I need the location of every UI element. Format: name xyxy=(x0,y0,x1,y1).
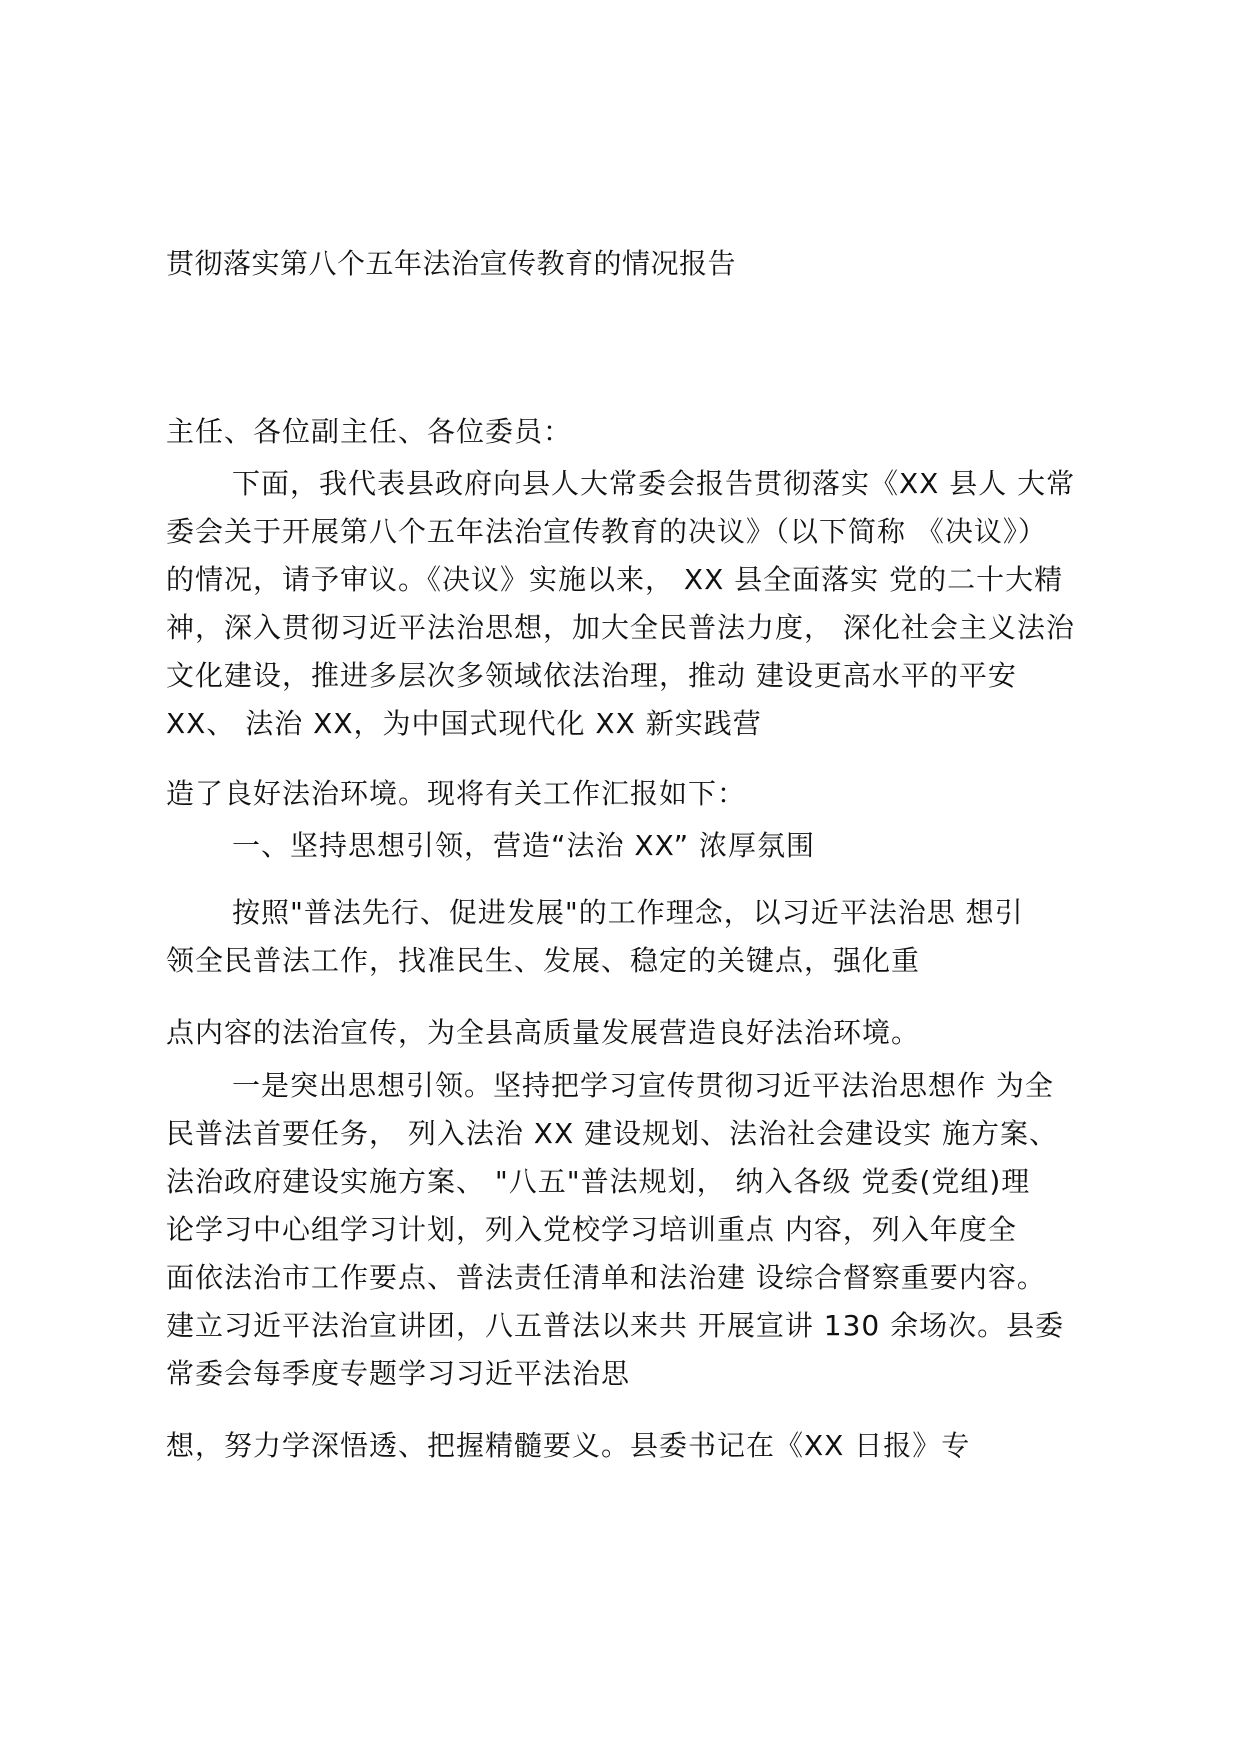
paragraph-line: 常委会每季度专题学习习近平法治思 xyxy=(166,1357,631,1390)
paragraph-line: 点内容的法治宣传，为全县高质量发展营造良好法治环境。 xyxy=(166,1016,921,1049)
paragraph-line: 下面，我代表县政府向县人大常委会报告贯彻落实《XX 县人 大常 xyxy=(232,467,1076,500)
paragraph-line: 建立习近平法治宣讲团，八五普法以来共 开展宣讲 130 余场次。县委 xyxy=(166,1309,1065,1342)
paragraph-line: 委会关于开展第八个五年法治宣传教育的决议》（以下简称 《决议》） xyxy=(166,515,1047,548)
paragraph-line: 法治政府建设实施方案、 "八五"普法规划， 纳入各级 党委(党组)理 xyxy=(166,1165,1031,1198)
paragraph-line: 文化建设，推进多层次多领域依法治理，推动 建设更高水平的平安 xyxy=(166,659,1017,692)
document-title: 贯彻落实第八个五年法治宣传教育的情况报告 xyxy=(166,247,737,280)
paragraph-line: 民普法首要任务， 列入法治 XX 建设规划、法治社会建设实 施方案、 xyxy=(166,1117,1058,1150)
paragraph-line: 造了良好法治环境。现将有关工作汇报如下： xyxy=(166,777,747,810)
paragraph-line: 按照"普法先行、促进发展"的工作理念，以习近平法治思 想引 xyxy=(232,896,1024,929)
paragraph-line: 论学习中心组学习计划，列入党校学习培训重点 内容，列入年度全 xyxy=(166,1213,1017,1246)
paragraph-line: 面依法治市工作要点、普法责任清单和法治建 设综合督察重要内容。 xyxy=(166,1261,1046,1294)
salutation-line: 主任、各位副主任、各位委员： xyxy=(166,415,573,448)
paragraph-line: 神，深入贯彻习近平法治思想，加大全民普法力度， 深化社会主义法治 xyxy=(166,611,1075,644)
paragraph-line: 领全民普法工作，找准民生、发展、稳定的关键点，强化重 xyxy=(166,944,921,977)
paragraph-line: 一是突出思想引领。坚持把学习宣传贯彻习近平法治思想作 为全 xyxy=(232,1069,1054,1102)
section-heading: 一、坚持思想引领，营造“法治 XX” 浓厚氛围 xyxy=(232,829,816,862)
paragraph-line: XX、 法治 XX，为中国式现代化 XX 新实践营 xyxy=(166,707,762,740)
paragraph-line: 想，努力学深悟透、把握精髓要义。县委书记在《XX 日报》专 xyxy=(166,1429,971,1462)
paragraph-line: 的情况，请予审议。《决议》实施以来， XX 县全面落实 党的二十大精 xyxy=(166,563,1064,596)
